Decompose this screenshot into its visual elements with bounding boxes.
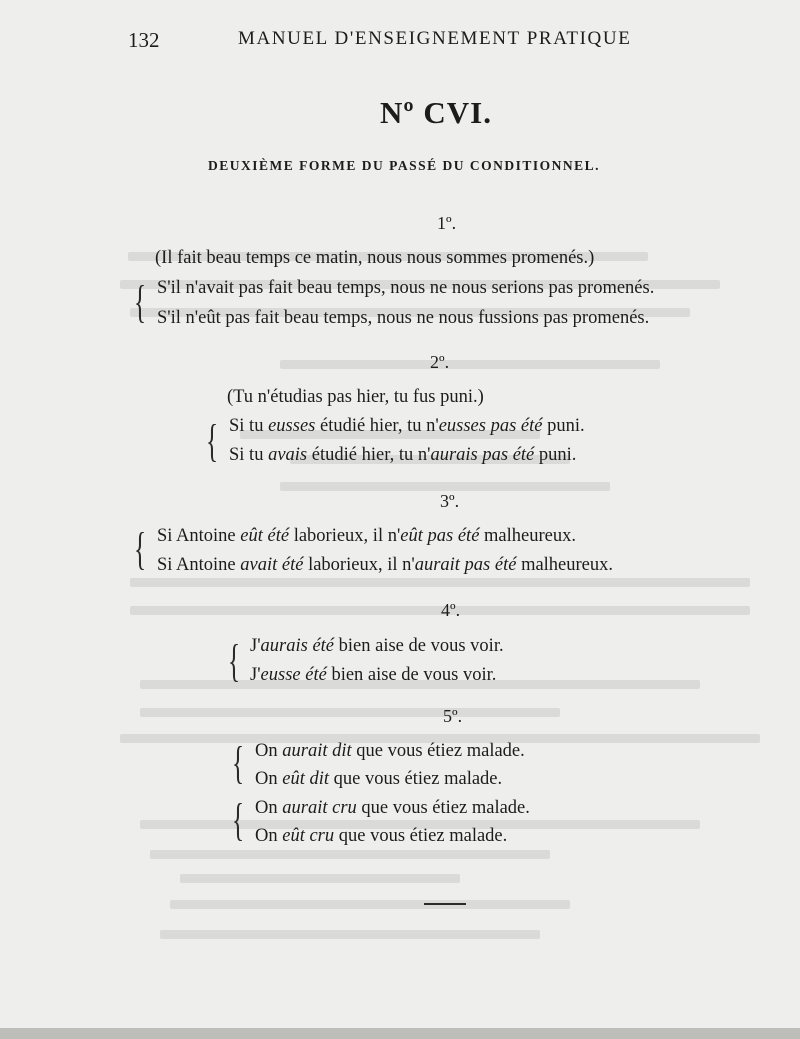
running-head-title: MANUEL D'ENSEIGNEMENT PRATIQUE — [238, 28, 632, 49]
exercise-line: J'eusse été bien aise de vous voir. — [250, 665, 497, 685]
exercise-number: 4º. — [441, 600, 461, 620]
brace-icon: { — [134, 276, 147, 327]
brace-icon: { — [134, 523, 147, 574]
exercise-line: On aurait dit que vous étiez malade. — [255, 741, 525, 761]
brace-icon: { — [206, 415, 219, 466]
brace-icon: { — [232, 737, 245, 788]
exercise-number: 2º. — [430, 352, 450, 372]
exercise-number: 1º. — [437, 213, 457, 233]
exercise-intro: (Tu n'étudias pas hier, tu fus puni.) — [227, 387, 484, 407]
running-head — [0, 26, 800, 56]
exercise-line: Si Antoine eût été laborieux, il n'eût pas été malheureux. — [157, 526, 576, 546]
exercise-number: 5º. — [443, 706, 463, 726]
exercise-intro: (Il fait beau temps ce matin, nous nous sommes promenés.) — [155, 248, 595, 268]
exercise-line: S'il n'eût pas fait beau temps, nous ne nous fussions pas promenés. — [157, 308, 650, 328]
section-number: Nº CVI. — [380, 95, 492, 130]
page-edge — [0, 1028, 800, 1039]
exercise-line: On eût dit que vous étiez malade. — [255, 769, 503, 789]
page-number: 132 — [128, 28, 160, 52]
exercise-line: On eût cru que vous étiez malade. — [255, 826, 508, 846]
section-title: DEUXIÈME FORME DU PASSÉ DU CONDITIONNEL. — [208, 158, 601, 173]
brace-icon: { — [232, 794, 245, 845]
exercise-line: On aurait cru que vous étiez malade. — [255, 798, 530, 818]
exercise-line: Si tu avais étudié hier, tu n'aurais pas été puni. — [229, 445, 577, 465]
exercise-line: S'il n'avait pas fait beau temps, nous ne nous serions pas promenés. — [157, 278, 655, 298]
brace-icon: { — [228, 635, 241, 686]
exercise-line: Si tu eusses étudié hier, tu n'eusses pas été puni. — [229, 416, 585, 436]
exercise-line: J'aurais été bien aise de vous voir. — [250, 636, 504, 656]
exercise-number: 3º. — [440, 491, 460, 511]
closing-rule — [424, 903, 466, 905]
exercise-line: Si Antoine avait été laborieux, il n'aurait pas été malheureux. — [157, 555, 614, 575]
